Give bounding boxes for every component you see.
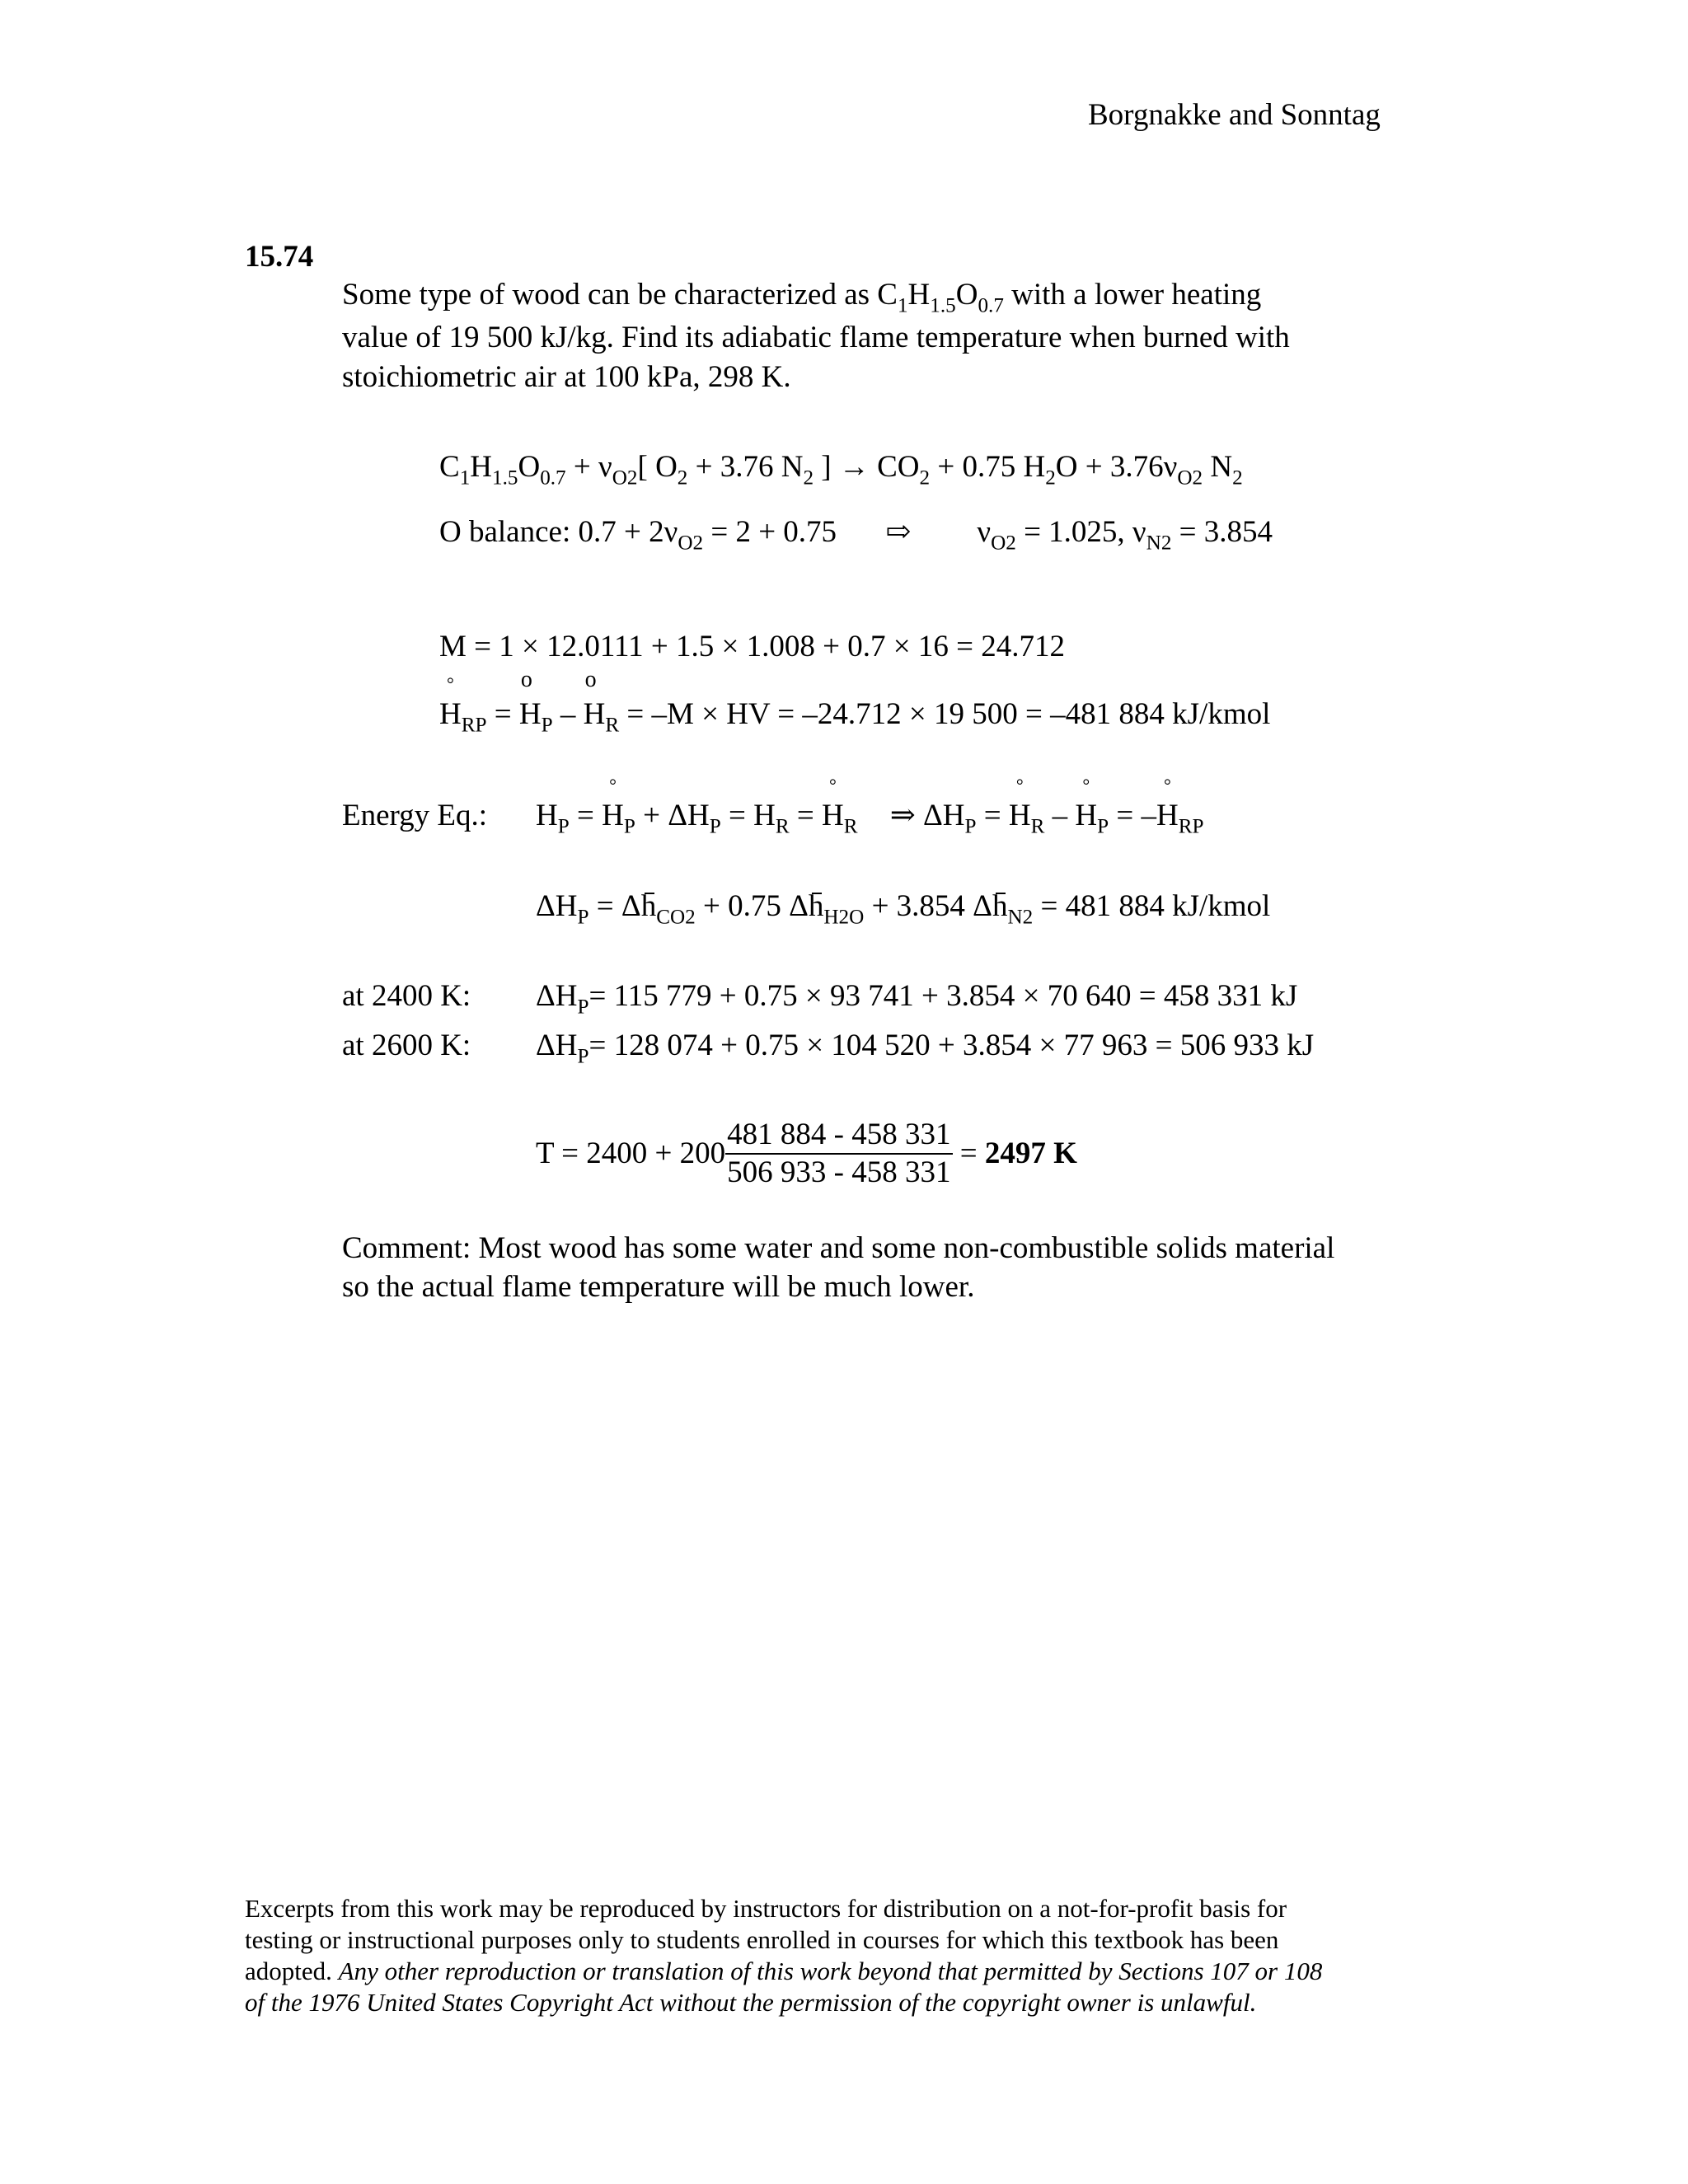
energy-equation: $H_P = H$ ° $_P + \Delta H_P = H_R = H$ ° $_R$ ⇒ $\Delta H_P = H$ ° $_R$ – H ° $_P$ = –H ° $_{RP}$ [536,775,1204,838]
comment-line-1: Comment: Most wood has some water and some non-combustible solids material [342,1231,1335,1265]
problem-number: 15.74 [245,240,314,274]
footer-line-3: adopted. Any other reproduction or translation of this work beyond that permitted by Sections 107 or 108 [245,1957,1323,1985]
at-2400k-label: at 2400 K: [342,979,471,1013]
temperature-interpolation: T = 2400 + 200 $\frac{481 884 - 458 331}{506 933 - 458 331}$ = 2497 K [536,1118,1077,1189]
footer-copyright [245,1893,1322,2018]
at-2400k-equation: $\Delta H_P= 115$ 779 + 0.75 × 93 741 + 3.854 × 70 640 = 458 331 kJ [536,979,1298,1019]
implies-arrow-icon: ⇨ [885,515,912,549]
footer-line-4: of the 1976 United States Copyright Act without the permission of the copyright owner is unlawful. [245,1988,1257,2017]
oxygen-balance: O balance: $0.7 + 2\nu_{O2} = 2 + 0.75$ ⇨ $\nu_{O2} = 1.025$, $\nu_{N2} = 3.854$ [439,515,1273,555]
problem-statement-line-1: Some type of wood can be characterized as $C_1H_{1.5}O_{0.7}$ with a lower heating [342,278,1262,317]
delta-hp-expansion: $\Delta H_P = \Delta h_{CO2} + 0.75$ $\Delta h_{H2O} + 3.854$ $\Delta h_{N2} = 481$ 884 kJ/kmol [536,889,1271,929]
page-header-authors: Borgnakke and Sonntag [1088,98,1381,132]
interpolation-fraction: $\frac{481 884 - 458 331}{506 933 - 458 331}$ [727,1118,951,1189]
combustion-equation: $C_1H_{1.5}O_{0.7} + \nu_{O2}$[ $O_2 + 3.76$ $N_2$ ] → $CO_2 + 0.75$ $H_2O + 3.76\nu_{O2}$ $N_2$ [439,450,1243,490]
footer-line-1: Excerpts from this work may be reproduced by instructors for distribution on a not-for-profit basis for [245,1894,1287,1923]
at-2600k-label: at 2600 K: [342,1029,471,1062]
footer-line-2: testing or instructional purposes only to students enrolled in courses for which this textbook has been [245,1925,1279,1954]
enthalpy-of-reaction-equation: H ° $_{RP}$ = H o $_P$ – H o $_R$ = –M × HV = –24.712 × 19 500 = –481 884 kJ/kmol [439,667,1271,737]
comment-line-2: so the actual flame temperature will be much lower. [342,1270,975,1304]
at-2600k-equation: $\Delta H_P= 128$ 074 + 0.75 × 104 520 + 3.854 × 77 963 = 506 933 kJ [536,1029,1315,1068]
problem-statement-line-2: value of 19 500 kJ/kg. Find its adiabatic flame temperature when burned with [342,321,1290,354]
flame-temperature-result: 2497 K [984,1137,1077,1170]
energy-equation-label: Energy Eq.: [342,799,488,832]
problem-statement-line-3: stoichiometric air at 100 kPa, 298 K. [342,360,791,394]
molar-mass-equation: M = 1 × 12.0111 + 1.5 × 1.008 + 0.7 × 16 = 24.712 [439,630,1065,663]
